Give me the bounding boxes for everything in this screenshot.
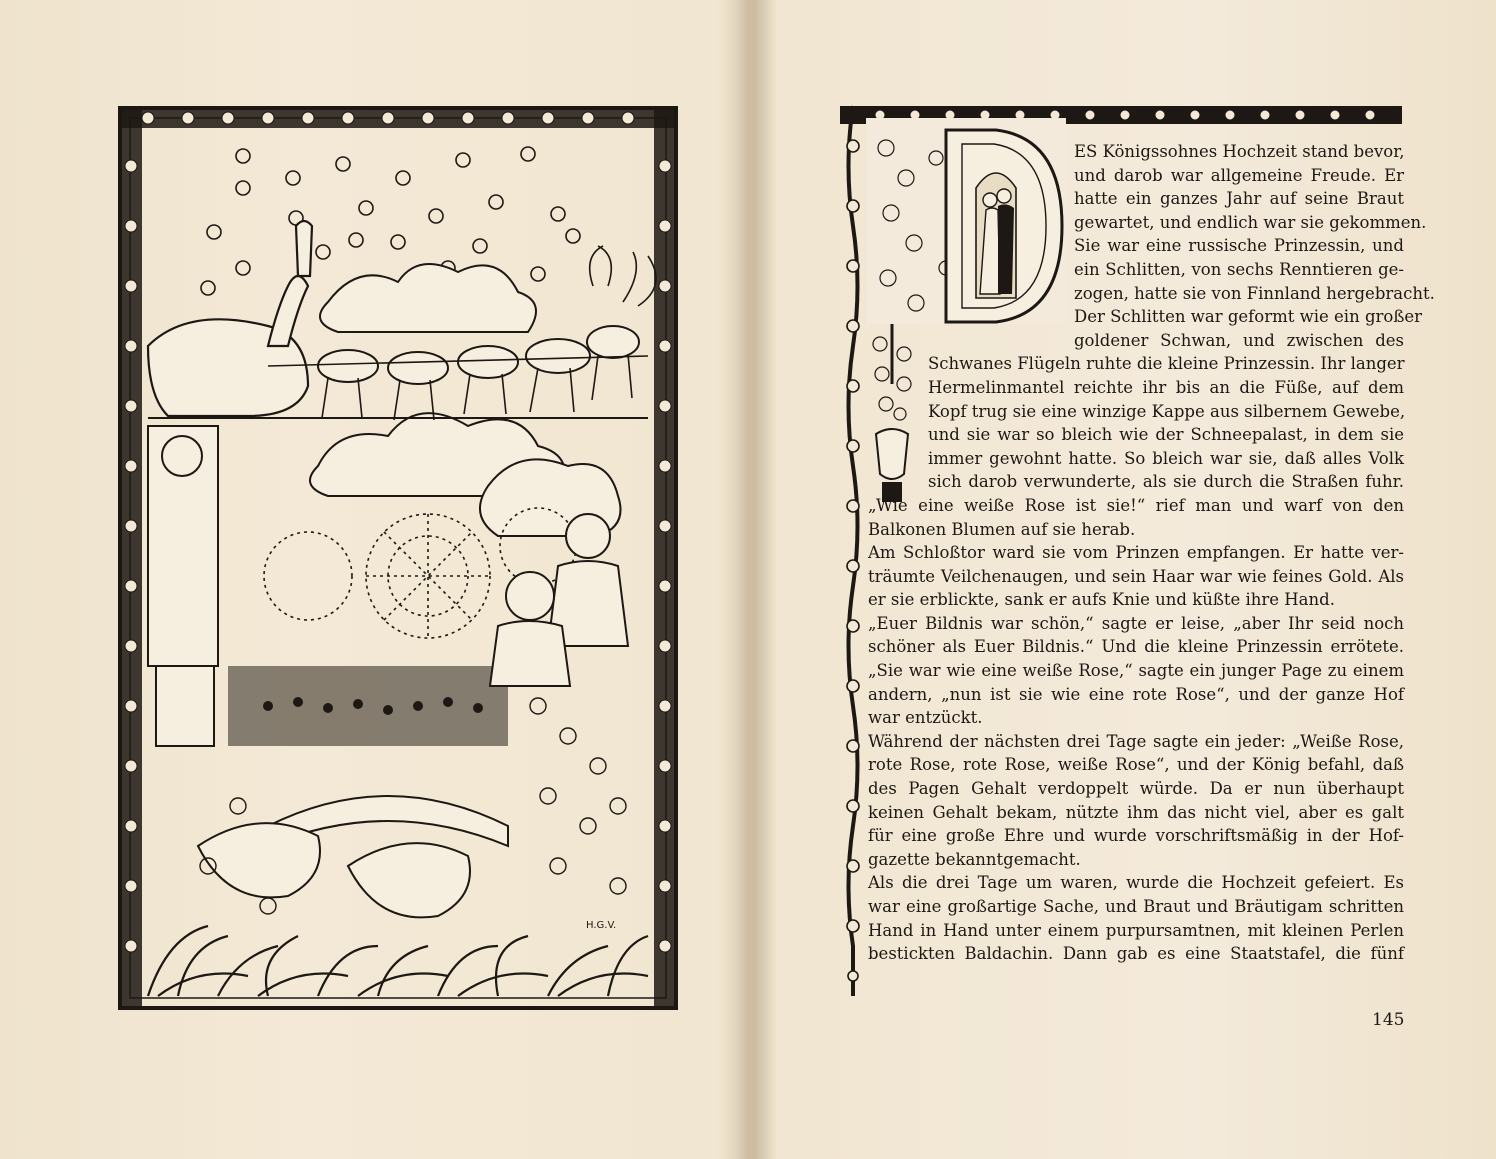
text-line: Der Schlitten war geformt wie ein großer bbox=[1074, 307, 1422, 327]
initial-letter: D bbox=[1004, 326, 1005, 327]
text-line: schöner als Euer Bildnis.“ Und die kleine Prinzessin errötete. bbox=[868, 637, 1404, 657]
text-line: für eine große Ehre und wurde vorschriftsmäßig in der Hof- bbox=[868, 826, 1404, 846]
text-line: immer gewohnt hatte. So bleich war sie, daß alles Volk bbox=[928, 448, 1404, 468]
text-line: Schwanes Flügeln ruhte die kleine Prinzessin. Ihr langer bbox=[928, 354, 1405, 374]
text-line: Hermelinmantel reichte ihr bis an die Füße, auf dem bbox=[928, 377, 1404, 397]
text-line: ein Schlitten, von sechs Renntieren ge- bbox=[1074, 259, 1404, 279]
text-line: Sie war eine russische Prinzessin, und bbox=[1074, 236, 1404, 256]
text-line: hatte ein ganzes Jahr auf seine Braut bbox=[1074, 189, 1404, 209]
text-line: war eine großartige Sache, und Braut und Bräutigam schritten bbox=[868, 897, 1404, 916]
text-line: keinen Gehalt bekam, nützte ihm das nicht viel, aber es galt bbox=[868, 802, 1404, 822]
text-line: er sie erblickte, sank er aufs Knie und küßte ihre Hand. bbox=[868, 590, 1335, 610]
fairy-tale-illustration bbox=[118, 106, 678, 1010]
text-line: und darob war allgemeine Freude. Er bbox=[1074, 165, 1404, 185]
text-line: bestickten Baldachin. Dann gab es eine Staatstafel, die fünf bbox=[868, 944, 1404, 964]
text-line: andern, „nun ist sie wie eine rote Rose“, und der ganze Hof bbox=[868, 684, 1404, 704]
text-line: Kopf trug sie eine winzige Kappe aus silbernem Gewebe, bbox=[928, 401, 1406, 421]
text-line: und sie war so bleich wie der Schneepalast, in dem sie bbox=[928, 425, 1404, 445]
text-line: „Sie war wie eine weiße Rose,“ sagte ein junger Page zu einem bbox=[868, 661, 1404, 681]
text-line: „Wie eine weiße Rose ist sie!“ rief man und warf von den bbox=[868, 495, 1404, 515]
text-line: des Pagen Gehalt verdoppelt würde. Da er nun überhaupt bbox=[868, 779, 1404, 799]
story-text bbox=[868, 140, 1435, 966]
illustration-drawing bbox=[118, 106, 678, 1010]
text-line: war entzückt. bbox=[868, 708, 983, 728]
right-page bbox=[748, 0, 1496, 1159]
text-line: Balkonen Blumen auf sie herab. bbox=[868, 519, 1136, 539]
text-line: „Euer Bildnis war schön,“ sagte er leise, „aber Ihr seid noch bbox=[868, 613, 1404, 633]
text-line: träumte Veilchenaugen, und sein Haar war wie feines Gold. Als bbox=[868, 566, 1404, 586]
text-line: rote Rose, rote Rose, weiße Rose“, und der König befahl, daß bbox=[868, 755, 1404, 775]
text-line: zogen, hatte sie von Finnland hergebracht. bbox=[1074, 283, 1435, 303]
text-line: ES Königssohnes Hochzeit stand bevor, bbox=[1074, 142, 1405, 161]
text-line: sich darob verwunderte, als sie durch die Straßen fuhr. bbox=[928, 472, 1404, 492]
artist-signature: H.G.V. bbox=[586, 920, 617, 931]
text-line: Hand in Hand unter einem purpursamtnen, mit kleinen Perlen bbox=[868, 920, 1404, 940]
text-line: goldener Schwan, und zwischen des bbox=[1074, 330, 1404, 350]
text-line: gewartet, und endlich war sie gekommen. bbox=[1074, 212, 1427, 232]
page-number: 145 bbox=[1372, 1010, 1405, 1030]
side-ornament-vine bbox=[840, 106, 866, 996]
text-line: Als die drei Tage um waren, wurde die Hochzeit gefeiert. Es bbox=[868, 873, 1404, 893]
text-line: gazette bekanntgemacht. bbox=[868, 849, 1081, 869]
text-line: Während der nächsten drei Tage sagte ein jeder: „Weiße Rose, bbox=[868, 731, 1404, 751]
text-line: Am Schloßtor ward sie vom Prinzen empfangen. Er hatte ver- bbox=[868, 543, 1404, 563]
